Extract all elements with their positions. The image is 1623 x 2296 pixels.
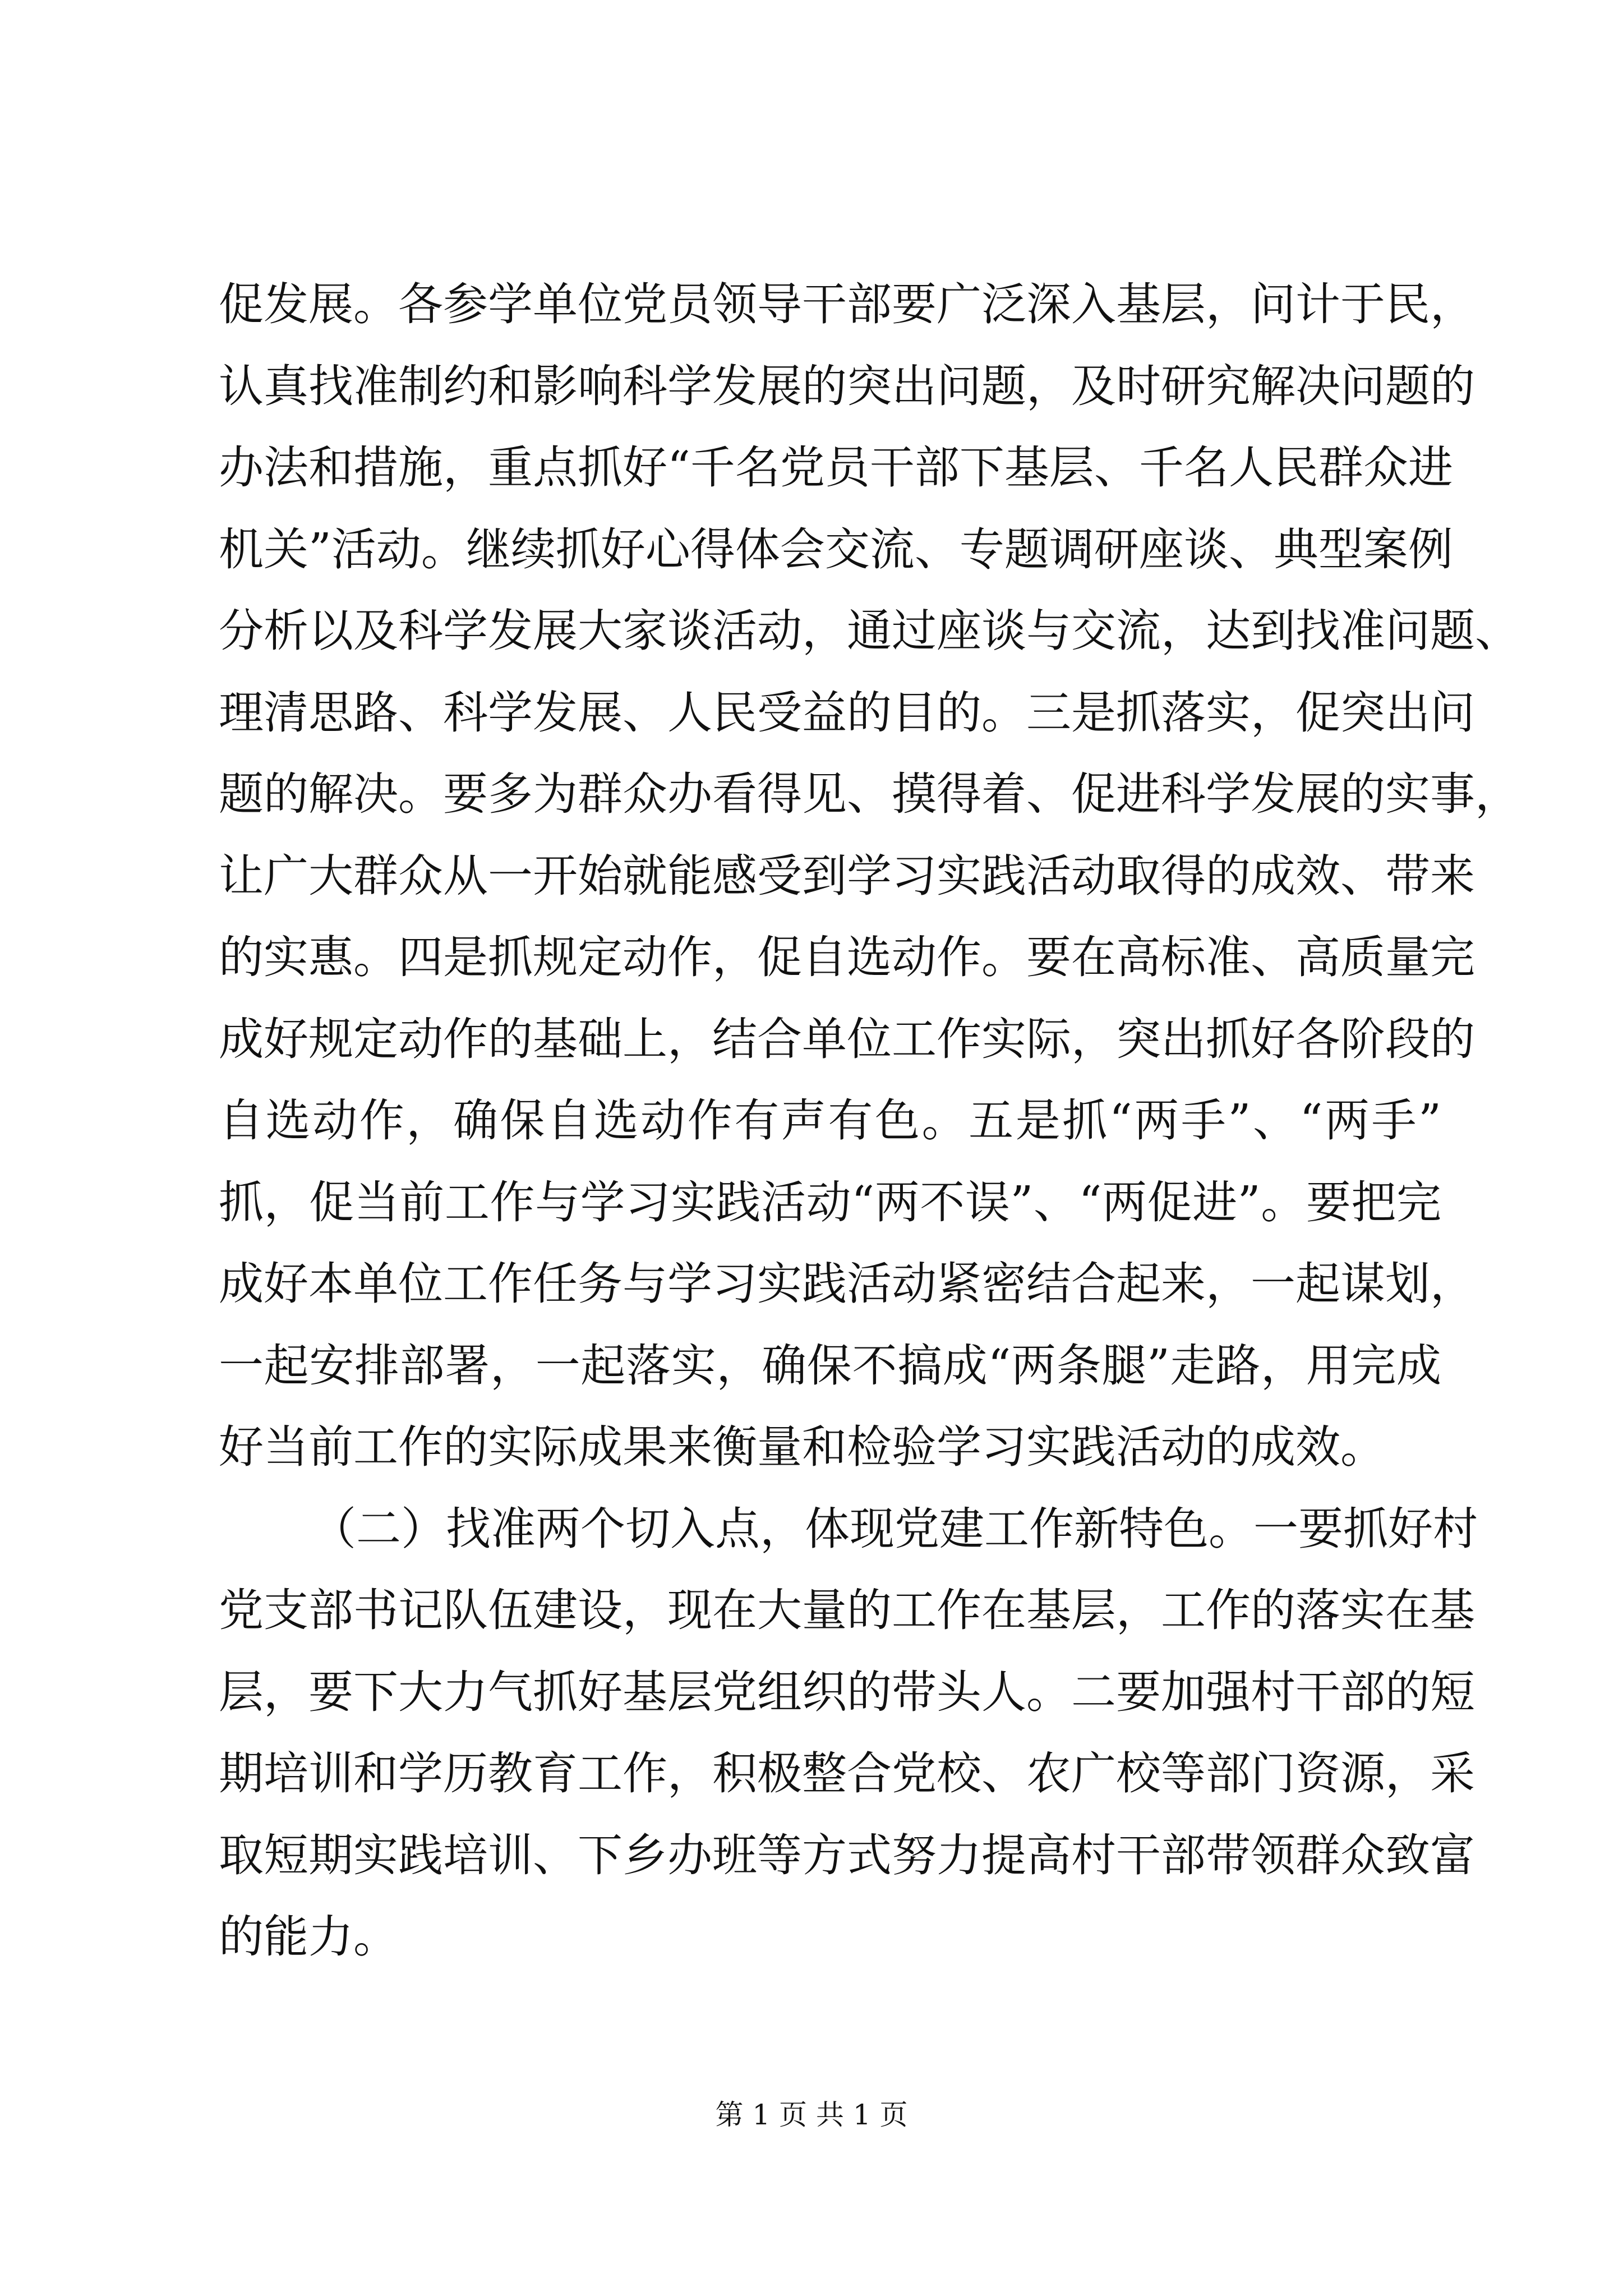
text-line: 题的解决。要多为群众办看得见、摸得着、促进科学发展的实事， xyxy=(219,768,1520,820)
text-line: 促发展。各参学单位党员领导干部要广泛深入基层，问计于民， xyxy=(219,278,1475,330)
text-line: 一起安排部署，一起落实，确保不搞成“两条腿”走路，用完成 xyxy=(219,1339,1441,1392)
text-line: 的实惠。四是抓规定动作，促自选动作。要在高标准、高质量完 xyxy=(219,931,1475,983)
text-line: 分析以及科学发展大家谈活动，通过座谈与交流，达到找准问题、 xyxy=(219,605,1520,657)
text-line: 机关”活动。继续抓好心得体会交流、专题调研座谈、典型案例 xyxy=(219,523,1453,576)
paragraph-end-line: 的能力。 xyxy=(219,1911,398,1963)
text-line: 期培训和学历教育工作，积极整合党校、农广校等部门资源，采 xyxy=(219,1747,1475,1800)
text-line: 抓，促当前工作与学习实践活动“两不误”、“两促进”。要把完 xyxy=(219,1176,1441,1228)
text-line: 认真找准制约和影响科学发展的突出问题，及时研究解决问题的 xyxy=(219,360,1475,412)
page-footer: 第 1 页 共 1 页 xyxy=(715,2099,908,2131)
text-line: 成好规定动作的基础上，结合单位工作实际，突出抓好各阶段的 xyxy=(219,1013,1475,1065)
paragraph-start-line: （二）找准两个切入点，体现党建工作新特色。一要抓好村 xyxy=(311,1502,1478,1555)
text-line: 成好本单位工作任务与学习实践活动紧密结合起来，一起谋划， xyxy=(219,1258,1475,1310)
text-line: 党支部书记队伍建设，现在大量的工作在基层，工作的落实在基 xyxy=(219,1584,1475,1636)
text-line: 层，要下大力气抓好基层党组织的带头人。二要加强村干部的短 xyxy=(219,1665,1475,1718)
text-line: 让广大群众从一开始就能感受到学习实践活动取得的成效、带来 xyxy=(219,849,1475,902)
text-line: 自选动作，确保自选动作有声有色。五是抓“两手”、“两手” xyxy=(219,1094,1441,1147)
paragraph-end-line: 好当前工作的实际成果来衡量和检验学习实践活动的成效。 xyxy=(219,1421,1385,1473)
text-line: 办法和措施，重点抓好“千名党员干部下基层、千名人民群众进 xyxy=(219,441,1453,494)
text-line: 取短期实践培训、下乡办班等方式努力提高村干部带领群众致富 xyxy=(219,1829,1475,1881)
document-body xyxy=(219,264,1520,1978)
text-line: 理清思路、科学发展、人民受益的目的。三是抓落实，促突出问 xyxy=(219,686,1475,739)
